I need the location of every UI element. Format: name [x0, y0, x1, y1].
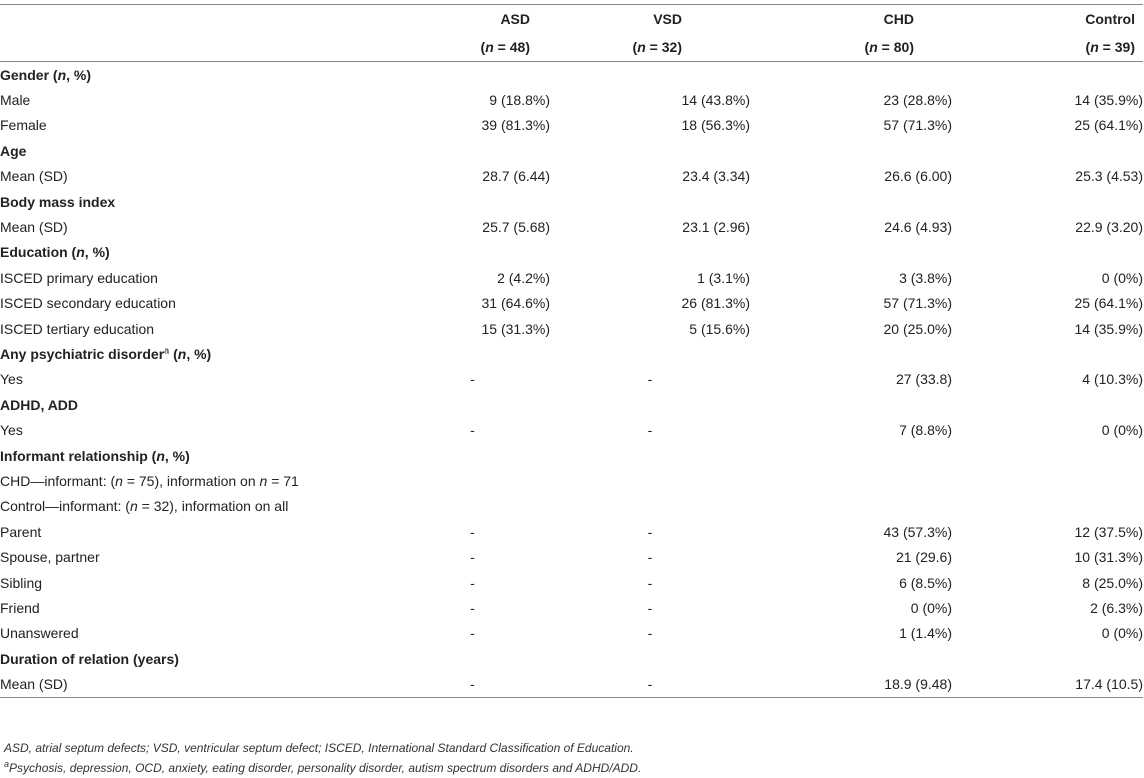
section-label: Informant relationship (n, %): [0, 447, 190, 464]
row-label: Sibling: [0, 574, 43, 591]
note-label: Control—informant: (n = 32), information on all: [0, 498, 289, 515]
header-row-groups: [0, 5, 1143, 34]
section-header-row: [0, 62, 1143, 88]
table-row: [0, 519, 1143, 544]
cell-chd: 21 (29.6): [895, 549, 952, 566]
note-label: CHD—informant: (n = 75), information on n = 71: [0, 472, 299, 489]
footnote-a-text: Psychosis, depression, OCD, anxiety, eating disorder, personality disorder, autism spectrum disorders and ADHD/ADD.: [9, 761, 642, 775]
section-label: ADHD, ADD: [0, 396, 79, 413]
note-row: [0, 494, 1143, 519]
section-header-row: [0, 646, 1143, 671]
section-label: Duration of relation (years): [0, 650, 179, 667]
cell-chd: 6 (8.5%): [899, 574, 952, 591]
cell-vsd: -: [647, 549, 653, 566]
footnote-a: [4, 758, 641, 778]
col-n-control: (n = 39): [952, 33, 1143, 62]
cell-vsd: -: [550, 671, 750, 697]
cell-vsd: -: [647, 625, 653, 642]
table-row: [0, 164, 1143, 189]
table-body: [0, 62, 1143, 698]
section-header-row: [0, 392, 1143, 417]
table-row: [0, 417, 1143, 442]
note-row: [0, 468, 1143, 493]
cell-vsd: -: [647, 422, 653, 439]
cell-control: 25.3 (4.53): [1075, 168, 1143, 185]
section-header-row: [0, 189, 1143, 214]
cell-chd: 43 (57.3%): [883, 523, 952, 540]
table-row: [0, 291, 1143, 316]
table-row: [0, 570, 1143, 595]
row-label: Spouse, partner: [0, 549, 100, 566]
cell-asd: -: [470, 625, 475, 642]
cell-vsd: 26 (81.3%): [681, 295, 750, 312]
row-label: Female: [0, 117, 47, 134]
cell-vsd: -: [647, 523, 653, 540]
cell-control: 2 (6.3%): [1090, 599, 1143, 616]
table-header: [0, 5, 1143, 62]
demographics-table: [0, 4, 1143, 698]
section-header-row: [0, 341, 1143, 366]
footnote-a-mark: a: [4, 759, 10, 769]
cell-chd: 57 (71.3%): [883, 295, 952, 312]
cell-asd: -: [470, 549, 475, 566]
table-row: [0, 113, 1143, 138]
cell-asd: -: [470, 371, 475, 388]
table-row: [0, 621, 1143, 646]
cell-control: 12 (37.5%): [1074, 523, 1143, 540]
row-label: Male: [0, 92, 31, 109]
cell-control: 0 (0%): [1101, 422, 1143, 439]
table-row: [0, 265, 1143, 290]
cell-control: 0 (0%): [1101, 625, 1143, 642]
cell-chd: 23 (28.8%): [883, 92, 952, 109]
cell-asd: 2 (4.2%): [497, 269, 550, 286]
section-header-row: [0, 240, 1143, 265]
cell-vsd: 18 (56.3%): [681, 117, 750, 134]
table-row: [0, 367, 1143, 392]
row-label: Mean (SD): [0, 168, 68, 185]
cell-vsd: 23.1 (2.96): [682, 219, 750, 236]
footnote-marker: a: [164, 345, 170, 356]
section-label: Any psychiatric disorder$^a$ (n, %): [0, 345, 212, 362]
row-label: Yes: [0, 422, 23, 439]
row-label: ISCED tertiary education: [0, 320, 155, 337]
cell-asd: 39 (81.3%): [481, 117, 550, 134]
cell-asd: 31 (64.6%): [481, 295, 550, 312]
cell-control: 25 (64.1%): [1074, 117, 1143, 134]
cell-vsd: 5 (15.6%): [689, 320, 750, 337]
row-label: Friend: [0, 599, 40, 616]
cell-chd: 24.6 (4.93): [884, 219, 952, 236]
cell-control: 0 (0%): [1101, 269, 1143, 286]
header-empty-cell: [0, 5, 395, 34]
cell-vsd: -: [647, 599, 653, 616]
row-label: Mean (SD): [0, 219, 68, 236]
cell-vsd: 14 (43.8%): [681, 92, 750, 109]
cell-chd: 20 (25.0%): [883, 320, 952, 337]
section-label: Gender (n, %): [0, 66, 92, 83]
col-header-asd: ASD: [395, 5, 550, 34]
cell-chd: 18.9 (9.48): [750, 671, 952, 697]
table-row: [0, 671, 1143, 697]
col-n-asd: (n = 48): [395, 33, 550, 62]
section-label: Body mass index: [0, 193, 116, 210]
cell-asd: -: [470, 574, 475, 591]
cell-vsd: 1 (3.1%): [697, 269, 750, 286]
col-header-control: Control: [952, 5, 1143, 34]
header-row-sizes: [0, 33, 1143, 62]
cell-control: 10 (31.3%): [1074, 549, 1143, 566]
cell-asd: -: [470, 523, 475, 540]
row-label: Parent: [0, 523, 42, 540]
cell-chd: 1 (1.4%): [899, 625, 952, 642]
cell-control: 25 (64.1%): [1074, 295, 1143, 312]
cell-asd: 15 (31.3%): [481, 320, 550, 337]
cell-control: 14 (35.9%): [1074, 92, 1143, 109]
col-n-chd: (n = 80): [750, 33, 952, 62]
section-header-row: [0, 138, 1143, 163]
cell-chd: 27 (33.8): [895, 371, 952, 388]
section-header-row: [0, 443, 1143, 468]
cell-control: 8 (25.0%): [1082, 574, 1143, 591]
col-header-chd: CHD: [750, 5, 952, 34]
cell-asd: -: [470, 422, 475, 439]
table-row: [0, 316, 1143, 341]
cell-vsd: 23.4 (3.34): [682, 168, 750, 185]
header-empty-cell: [0, 33, 395, 62]
cell-vsd: -: [647, 371, 653, 388]
cell-chd: 0 (0%): [910, 599, 952, 616]
table-row: [0, 214, 1143, 239]
row-label: ISCED secondary education: [0, 295, 176, 312]
row-label: Yes: [0, 371, 23, 388]
cell-control: 14 (35.9%): [1074, 320, 1143, 337]
cell-chd: 3 (3.8%): [899, 269, 952, 286]
row-label: Mean (SD): [0, 671, 395, 697]
table-row: [0, 544, 1143, 569]
cell-asd: 25.7 (5.68): [482, 219, 550, 236]
cell-asd: 28.7 (6.44): [482, 168, 550, 185]
cell-chd: 7 (8.8%): [899, 422, 952, 439]
cell-asd: -: [470, 599, 475, 616]
row-label: ISCED primary education: [0, 269, 158, 286]
row-label: Unanswered: [0, 625, 79, 642]
cell-control: 4 (10.3%): [1082, 371, 1143, 388]
cell-control: 22.9 (3.20): [1075, 219, 1143, 236]
footnote-abbreviations: ASD, atrial septum defects; VSD, ventricular septum defect; ISCED, International Standard Classification of Education.: [4, 741, 634, 755]
section-label: Age: [0, 142, 27, 159]
cell-control: 17.4 (10.5): [952, 671, 1143, 697]
col-header-vsd: VSD: [550, 5, 750, 34]
col-n-vsd: (n = 32): [550, 33, 750, 62]
cell-vsd: -: [647, 574, 653, 591]
section-label: Education (n, %): [0, 244, 110, 261]
cell-chd: 26.6 (6.00): [884, 168, 952, 185]
table-row: [0, 595, 1143, 620]
table-row: [0, 87, 1143, 112]
cell-chd: 57 (71.3%): [883, 117, 952, 134]
cell-asd: -: [395, 671, 550, 697]
table-footnotes: [4, 738, 641, 778]
cell-asd: 9 (18.8%): [489, 92, 550, 109]
